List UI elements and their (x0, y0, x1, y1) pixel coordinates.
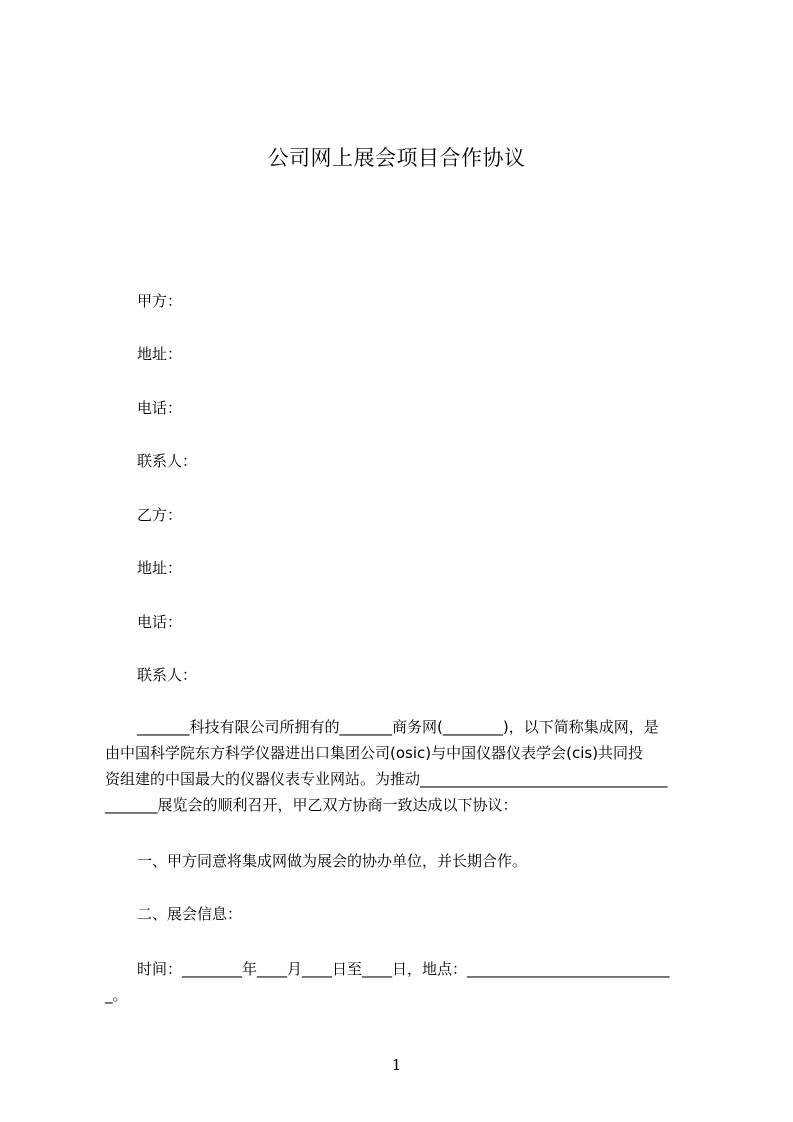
party-b-address-label: 地址： (137, 559, 183, 577)
party-b-label: 乙方： (137, 506, 183, 524)
party-a-phone-label: 电话： (137, 399, 183, 417)
time-location-line-end: _。 (105, 986, 128, 1004)
intro-paragraph (105, 714, 700, 818)
intro-line: 由中国科学院东方科学仪器进出口集团公司(osic)与中国仪器仪表学会(cis)共同投 (105, 744, 644, 762)
party-a-label: 甲方： (137, 292, 183, 310)
time-location-line: 时间：________年____月____日至____日，地点：___________________________ (137, 960, 670, 978)
party-a-contact-label: 联系人： (137, 452, 198, 470)
clause-2: 二、展会信息： (137, 905, 243, 923)
party-b-contact-label: 联系人： (137, 666, 198, 684)
party-b-phone-label: 电话： (137, 613, 183, 631)
page-number: 1 (391, 1056, 402, 1074)
intro-line: _______科技有限公司所拥有的_______商务网(________)，以下简称集成网，是 (137, 718, 659, 736)
party-a-address-label: 地址： (137, 345, 183, 363)
time-location-paragraph (105, 956, 700, 1008)
intro-line: 资组建的中国最大的仪器仪表专业网站。为推动_________________________________ (105, 770, 668, 788)
intro-line: _______展览会的顺利召开，甲乙双方协商一致达成以下协议： (105, 796, 518, 814)
document-title: 公司网上展会项目合作协议 (267, 146, 526, 170)
clause-1: 一、甲方同意将集成网做为展会的协办单位，并长期合作。 (137, 852, 528, 870)
